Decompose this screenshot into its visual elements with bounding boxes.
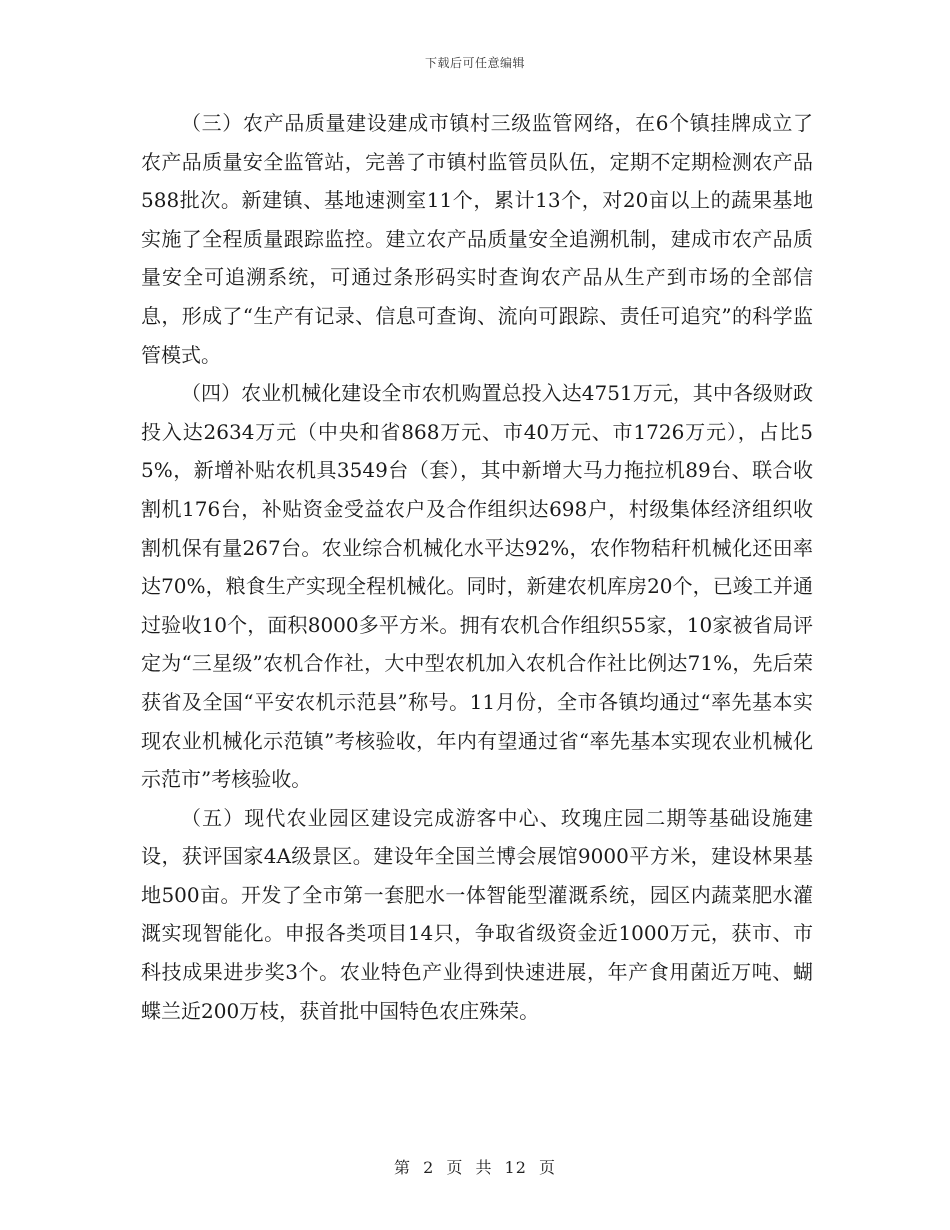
page-number: 第 2 页 共 12 页 (394, 1158, 556, 1177)
paragraph-mechanization: （四）农业机械化建设全市农机购置总投入达4751万元，其中各级财政投入达2634万元（中央和省868万元、市40万元、市1726万元），占比55%，新增补贴农机具3549台（套），其中新增大马力拖拉机89台、联合收割机176台，补贴资金受益农户及合作组织达698户，村级集体经济组织收割机保有量267台。农业综合机械化水平达92%，农作物秸秆机械化还田率达70%，粮食生产实现全程机械化。同时，新建农机库房20个，已竣工并通过验收10个，面积8000多平方米。拥有农机合作组织55家，10家被省局评定为“三星级”农机合作社，大中型农机加入农机合作社比例达71%，先后荣获省及全国“平安农机示范县”称号。11月份，全市各镇均通过“率先基本实现农业机械化示范镇”考核验收，年内有望通过省“率先基本实现农业机械化示范市”考核验收。 (141, 381, 813, 792)
document-body (141, 104, 813, 1030)
header-note: 下载后可任意编辑 (424, 56, 525, 70)
paragraph-quality-construction: （三）农产品质量建设建成市镇村三级监管网络，在6个镇挂牌成立了农产品质量安全监管站，完善了市镇村监管员队伍，定期不定期检测农产品588批次。新建镇、基地速测室11个，累计13个，对20亩以上的蔬果基地实施了全程质量跟踪监控。建立农产品质量安全追溯机制，建成市农产品质量安全可追溯系统，可通过条形码实时查询农产品从生产到市场的全部信息，形成了“生产有记录、信息可查询、流向可跟踪、责任可追究”的科学监管模式。 (141, 111, 813, 367)
paragraph-agricultural-park: （五）现代农业园区建设完成游客中心、玫瑰庄园二期等基础设施建设，获评国家4A级景区。建设年全国兰博会展馆9000平方米，建设林果基地500亩。开发了全市第一套肥水一体智能型灌溉系统，园区内蔬菜肥水灌溉实现智能化。申报各类项目14只，争取省级资金近1000万元，获市、市科技成果进步奖3个。农业特色产业得到快速进展，年产食用菌近万吨、蝴蝶兰近200万枝，获首批中国特色农庄殊荣。 (141, 805, 813, 1023)
